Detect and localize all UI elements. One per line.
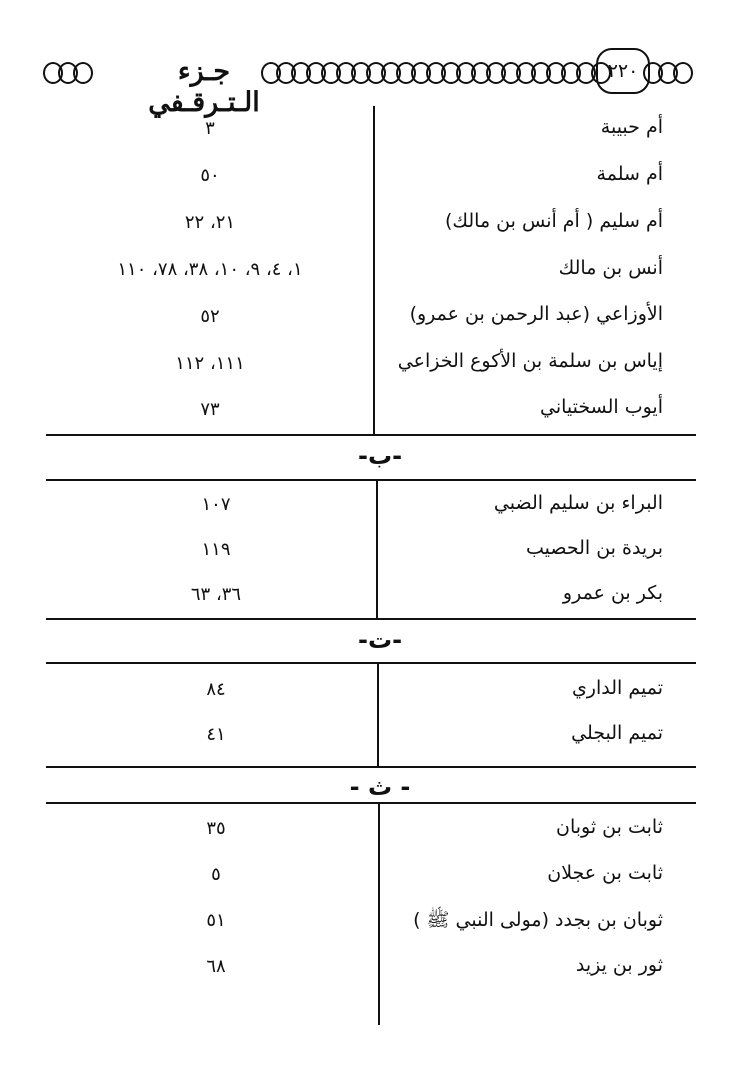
entry-pages: ٥٠ [200, 165, 220, 186]
ornament-middle [266, 62, 611, 86]
entry-pages: ٦٨ [206, 956, 226, 977]
section-rule [46, 802, 696, 804]
entry-name: ثور بن يزيد [575, 954, 663, 976]
entry-pages: ١١١، ١١٢ [175, 353, 245, 374]
ornament-right [648, 62, 693, 86]
section-letter: -ت- [357, 626, 403, 654]
entry-name: بريدة بن الحصيب [525, 537, 663, 559]
entry-pages: ٣ [205, 118, 215, 139]
book-title: جـزء الـتـرقـفي [148, 56, 260, 118]
entry-name: إياس بن سلمة بن الأكوع الخزاعي [397, 350, 663, 372]
entry-pages: ١، ٤، ٩، ١٠، ٣٨، ٧٨، ١١٠ [117, 259, 303, 280]
entry-name: الأوزاعي (عبد الرحمن بن عمرو) [409, 303, 663, 325]
entry-pages: ٢١، ٢٢ [184, 212, 236, 233]
entry-name: ثوبان بن بجدد (مولى النبي ﷺ ) [413, 909, 663, 931]
ornament-left [48, 62, 93, 86]
entry-pages: ٥٢ [200, 306, 220, 327]
entry-name: أم سلمة [596, 163, 663, 185]
section-rule [46, 479, 696, 481]
entry-name: تميم الداري [571, 677, 663, 699]
entry-pages: ٣٥ [206, 818, 226, 839]
page-number: ٢٢٠ [596, 48, 650, 94]
entry-pages: ١١٩ [201, 539, 231, 560]
section-rule [46, 618, 696, 620]
entry-name: ثابت بن عجلان [547, 862, 663, 884]
entry-name: أم حبيبة [600, 116, 663, 138]
entry-pages: ٧٣ [200, 399, 220, 420]
entry-pages: ٣٦، ٦٣ [190, 584, 242, 605]
entry-name: أنس بن مالك [558, 257, 663, 279]
entry-name: بكر بن عمرو [562, 582, 663, 604]
entry-name: البراء بن سليم الضبي [493, 492, 663, 514]
entry-pages: ٥ [211, 864, 221, 885]
section-rule [46, 434, 696, 436]
section-letter: - ث - [349, 773, 411, 801]
entry-pages: ١٠٧ [201, 494, 231, 515]
page-header [44, 42, 696, 118]
entry-pages: ٤١ [206, 724, 226, 745]
entry-name: أم سليم ( أم أنس بن مالك) [444, 210, 663, 232]
section-rule [46, 662, 696, 664]
section-rule [46, 766, 696, 768]
entry-name: أيوب السختياني [540, 396, 663, 418]
entry-name: تميم البجلي [571, 722, 663, 744]
entry-name: ثابت بن ثوبان [556, 816, 663, 838]
section-letter: -ب- [357, 442, 403, 470]
entry-pages: ٥١ [206, 910, 226, 931]
entry-pages: ٨٤ [206, 679, 226, 700]
